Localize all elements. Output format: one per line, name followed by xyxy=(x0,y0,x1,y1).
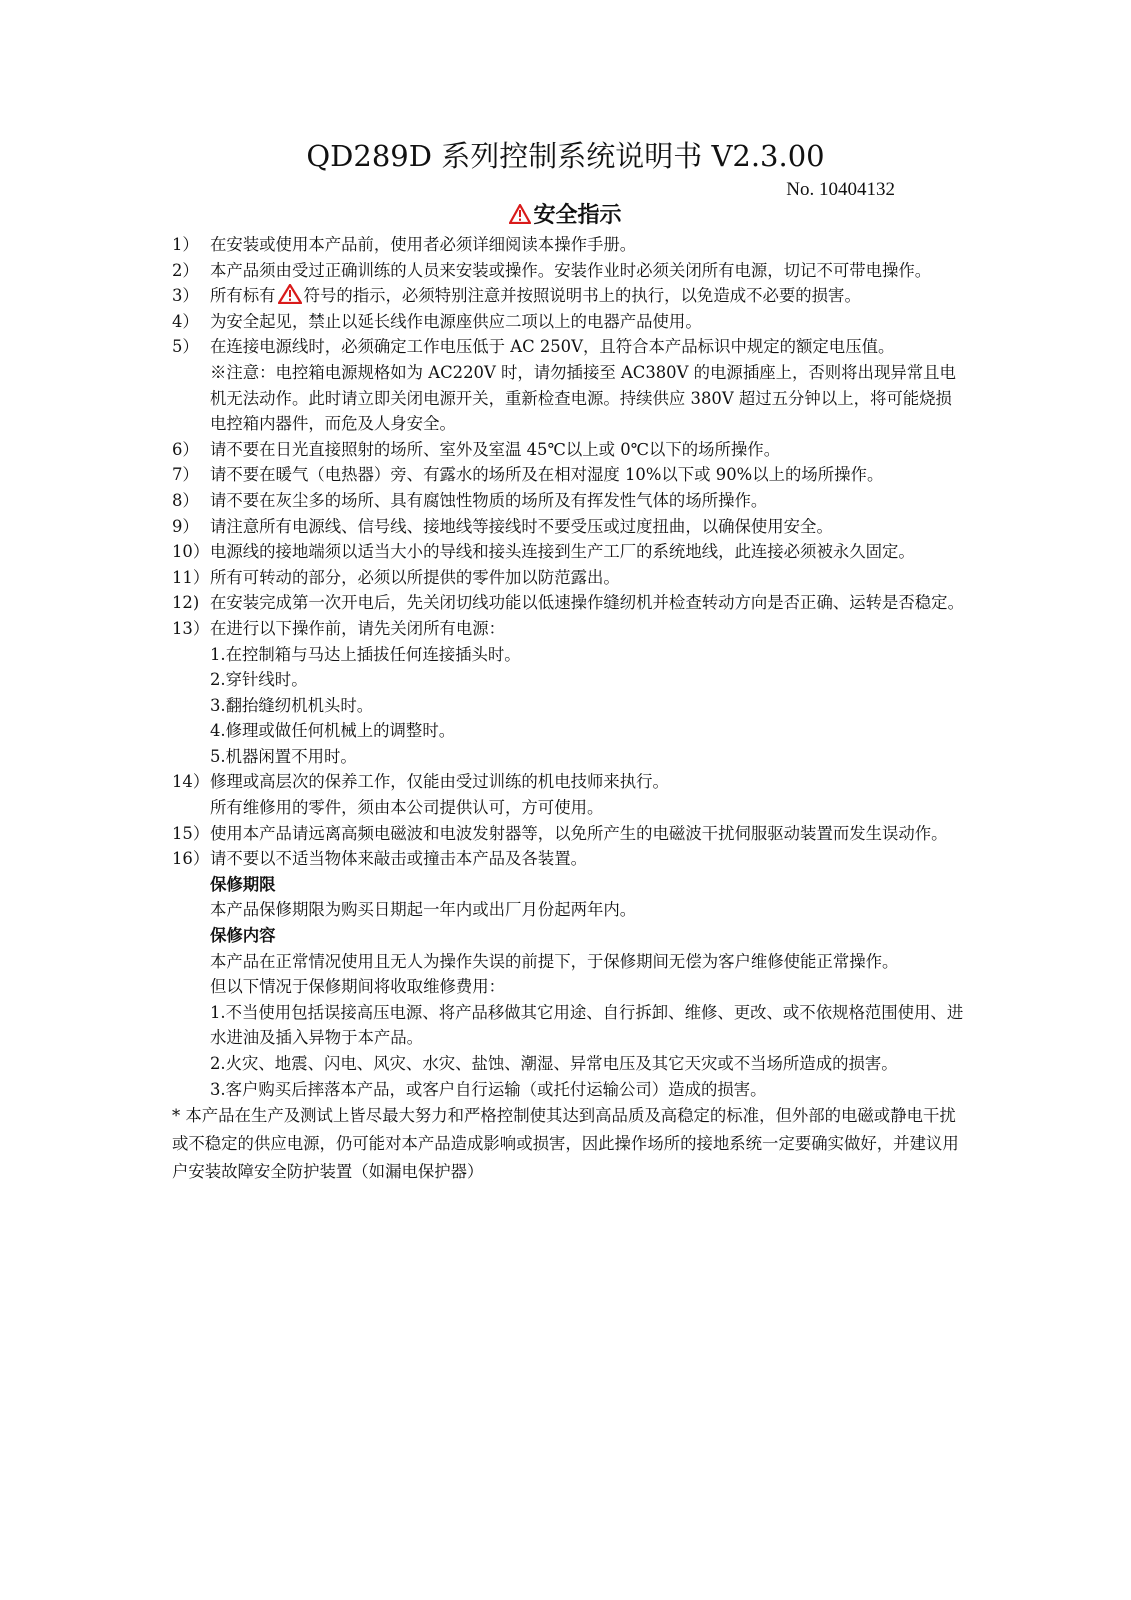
item-number: 5） xyxy=(172,337,199,357)
list-item xyxy=(172,539,964,565)
item-number: 13） xyxy=(172,618,210,638)
item-text: 在安装完成第一次开电后，先关闭切线功能以低速操作缝纫机并检查转动方向是否正确、运转是否稳定。 xyxy=(210,593,964,613)
sub-item: 4.修理或做任何机械上的调整时。 xyxy=(210,721,456,741)
warranty-content-heading: 保修内容 xyxy=(210,926,276,946)
footnote: * 本产品在生产及测试上皆尽最大努力和严格控制使其达到高品质及高稳定的标准，但外部的电磁或静电干扰或不稳定的供应电源，仍可能对本产品造成影响或损害，因此操作场所的接地系统一定要确实做好，并建议用户安装故障安全防护装置（如漏电保护器） xyxy=(172,1106,959,1182)
item-text: 请不要在灰尘多的场所、具有腐蚀性物质的场所及有挥发性气体的场所操作。 xyxy=(210,490,768,510)
item-number: 1） xyxy=(172,235,199,254)
item-text: 使用本产品请远离高频电磁波和电波发射器等，以免所产生的电磁波干扰伺服驱动装置而发生误动作。 xyxy=(210,823,948,843)
section-heading-safety xyxy=(0,200,1131,230)
item-number: 12) xyxy=(172,593,200,613)
warranty-period-text: 本产品保修期限为购买日期起一年内或出厂月份起两年内。 xyxy=(210,900,637,920)
list-item xyxy=(172,462,964,488)
safety-instructions xyxy=(172,232,964,1186)
item-text: 请注意所有电源线、信号线、接地线等接线时不要受压或过度扭曲，以确保使用安全。 xyxy=(210,516,833,536)
section-heading-text: 安全指示 xyxy=(533,202,622,228)
list-item xyxy=(172,232,964,258)
warning-triangle-icon xyxy=(509,204,531,224)
item-number: 3） xyxy=(172,286,199,306)
item-text: 电源线的接地端须以适当大小的导线和接头连接到生产工厂的系统地线，此连接必须被永久固定。 xyxy=(210,542,915,562)
voltage-note: ※注意：电控箱电源规格如为 AC220V 时，请勿插接至 AC380V 的电源插座上，否则将出现异常且电机无法动作。此时请立即关闭电源开关，重新检查电源。持续供应 380V 超过五分钟以上，将可能烧损电控箱内器件，而危及人身安全。 xyxy=(210,362,956,434)
warranty-charge-intro: 但以下情况于保修期间将收取维修费用： xyxy=(210,977,506,997)
warranty-charge-item: 1.不当使用包括误接高压电源、将产品移做其它用途、自行拆卸、维修、更改、或不依规格范围使用、进水进油及插入异物于本产品。 xyxy=(210,1002,964,1048)
warranty-charge-item: 3.客户购买后摔落本产品，或客户自行运输（或托付运输公司）造成的损害。 xyxy=(210,1079,767,1099)
document-title: QD289D 系列控制系统说明书 V2.3.00 xyxy=(306,139,825,173)
sub-item: 5.机器闲置不用时。 xyxy=(210,746,357,766)
item-number: 11） xyxy=(172,567,210,587)
item-text: 请不要在日光直接照射的场所、室外及室温 45℃以上或 0℃以下的场所操作。 xyxy=(210,439,781,459)
item-text: 请不要以不适当物体来敲击或撞击本产品及各装置。 xyxy=(210,849,587,869)
item-number: 14） xyxy=(172,772,210,792)
item-number: 16） xyxy=(172,849,210,869)
item-number: 9） xyxy=(172,516,199,536)
list-item xyxy=(172,769,964,820)
item-text-after: 符号的指示，必须特别注意并按照说明书上的执行，以免造成不必要的损害。 xyxy=(303,286,861,306)
item-text-before: 所有标有 xyxy=(210,286,276,306)
list-item xyxy=(172,437,964,463)
item-text: 在安装或使用本产品前，使用者必须详细阅读本操作手册。 xyxy=(210,235,637,254)
list-item xyxy=(172,565,964,591)
item-text: 修理或高层次的保养工作，仅能由受过训练的机电技师来执行。 xyxy=(210,772,669,792)
list-item xyxy=(172,309,964,335)
document-number: No. 10404132 xyxy=(786,179,895,200)
list-item xyxy=(172,514,964,540)
list-item xyxy=(172,821,964,847)
item-text: 本产品须由受过正确训练的人员来安装或操作。安装作业时必须关闭所有电源，切记不可带电操作。 xyxy=(210,260,932,280)
sub-item: 2.穿针线时。 xyxy=(210,670,308,690)
list-item xyxy=(172,590,964,616)
item-text: 为安全起见，禁止以延长线作电源座供应二项以上的电器产品使用。 xyxy=(210,311,702,331)
item-number: 4） xyxy=(172,311,199,331)
item-text: 在连接电源线时，必须确定工作电压低于 AC 250V，且符合本产品标识中规定的额定电压值。 xyxy=(210,337,895,357)
warranty-period-heading: 保修期限 xyxy=(210,874,276,894)
warning-triangle-icon xyxy=(278,284,302,304)
sub-item: 所有维修用的零件，须由本公司提供认可，方可使用。 xyxy=(210,798,604,818)
item-text: 在进行以下操作前，请先关闭所有电源： xyxy=(210,618,506,638)
sub-item: 3.翻抬缝纫机机头时。 xyxy=(210,695,374,715)
list-item xyxy=(172,616,964,770)
item-number: 6） xyxy=(172,439,199,459)
item-number: 10） xyxy=(172,542,210,562)
item-text: 所有可转动的部分，必须以所提供的零件加以防范露出。 xyxy=(210,567,620,587)
item-text: 请不要在暖气（电热器）旁、有露水的场所及在相对湿度 10%以下或 90%以上的场所操作。 xyxy=(210,465,884,485)
list-item xyxy=(172,488,964,514)
item-number: 8） xyxy=(172,490,199,510)
list-item xyxy=(172,258,964,284)
list-item xyxy=(172,283,964,309)
list-item xyxy=(172,334,964,436)
warranty-content-text: 本产品在正常情况使用且无人为操作失误的前提下，于保修期间无偿为客户维修使能正常操作。 xyxy=(210,951,899,971)
list-item xyxy=(172,846,964,872)
item-number: 7） xyxy=(172,465,199,485)
warranty-charge-item: 2.火灾、地震、闪电、风灾、水灾、盐蚀、潮湿、异常电压及其它天灾或不当场所造成的损害。 xyxy=(210,1054,898,1073)
item-number: 2） xyxy=(172,260,199,280)
sub-item: 1.在控制箱与马达上插拔任何连接插头时。 xyxy=(210,644,521,664)
item-number: 15） xyxy=(172,823,210,843)
